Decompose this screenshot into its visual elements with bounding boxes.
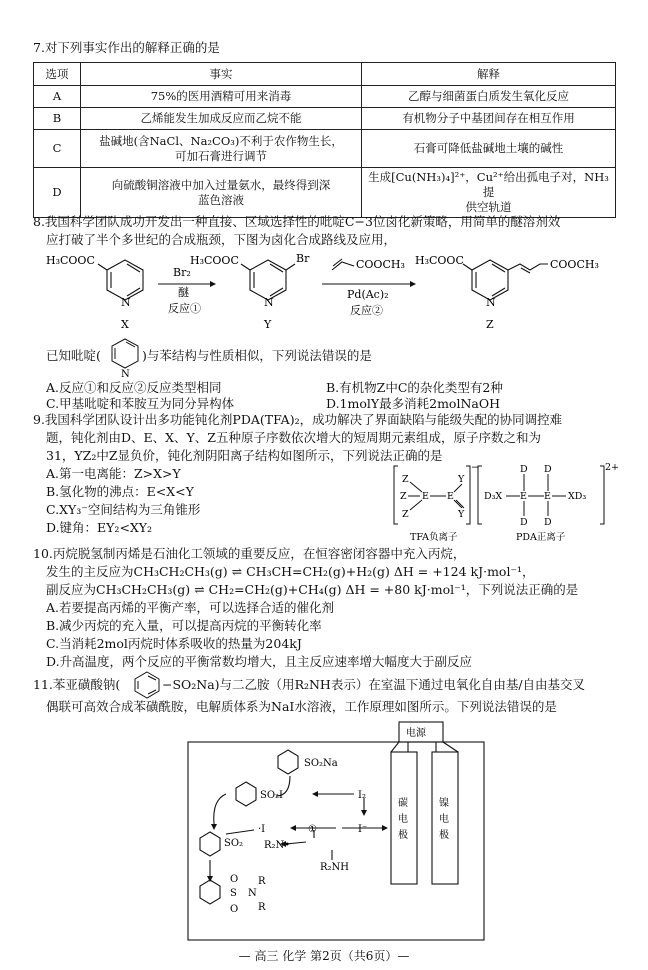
- q10-line3: 副反应为CH₃CH₂CH₃(g) ⇌ CH₂=CH₂(g)+CH₄(g) ΔH = +80 kJ·mol⁻¹，下列说法正确的是: [46, 582, 579, 597]
- tfa-e-right: E: [447, 491, 454, 502]
- q11-line1-pre: 11.苯亚磺酸钠(: [33, 677, 121, 692]
- q7-row-d-fact: [81, 168, 362, 218]
- q7-row-a-explanation: 乙醇与细菌蛋白质发生氧化反应: [362, 86, 616, 108]
- carbon-char-2: 电: [398, 814, 408, 825]
- amine-radical-label: R₂N•: [264, 840, 291, 851]
- pda-e-left: E: [520, 491, 527, 502]
- pda-xd3: XD₃: [568, 491, 587, 502]
- q9-option-a: A.第一电离能：Z>X>Y: [46, 466, 181, 481]
- q9-option-d: D.键角：EY₂<XY₂: [46, 520, 153, 535]
- x-pyridine-ring: [107, 260, 143, 300]
- pda-d3x: D₃X: [484, 491, 503, 502]
- sulfonamide-n: N: [248, 888, 257, 899]
- q8-known-pre: 已知吡啶(: [46, 348, 101, 363]
- reaction1-arrowhead: [210, 281, 216, 287]
- sulfonyl-radical-label: SO₂: [224, 838, 244, 849]
- q7-row-d-fact-line1: 向硫酸铜溶液中加入过量氨水，最终得到深: [111, 177, 331, 192]
- q7-header-option: 选项: [34, 63, 81, 86]
- reaction2-arrowhead: [410, 281, 416, 287]
- q9-line3: 31，YZ₂中Z显负价，钝化剂阴阳离子结构如图所示，下列说法正确的是: [46, 448, 443, 463]
- pda-d-3: D: [520, 517, 528, 528]
- reagent2-catalyst: Pd(Ac)₂: [347, 288, 389, 301]
- q7-row-c-fact: [81, 130, 362, 168]
- q8-option-d: D.1molY最多消耗2molNaOH: [326, 396, 500, 411]
- sulfonamide-r-top: R: [258, 876, 266, 887]
- pyridine-n: N: [121, 369, 130, 378]
- tfa-z-top: Z: [402, 474, 409, 485]
- q8-known-post: )与苯结构与性质相似，下列说法错误的是: [142, 348, 372, 363]
- step1-label: 反应①: [168, 302, 201, 315]
- pda-charge: 2+: [605, 462, 620, 473]
- y-compound-label: Y: [264, 318, 272, 331]
- q7-row-c-fact-line2: 可加石膏进行调节: [175, 148, 267, 163]
- q9-ion-structures: [392, 462, 632, 544]
- x-n-label: N: [121, 296, 131, 309]
- q7-row-c-explanation: 石膏可降低盐碱地土壤的碱性: [362, 130, 616, 168]
- q10-option-a: A.若要提高丙烯的平衡产率，可以选择合适的催化剂: [46, 600, 335, 615]
- q10-option-c: C.当消耗2mol丙烷时体系吸收的热量为204kJ: [46, 636, 302, 651]
- q11-electrolysis-diagram: [186, 720, 486, 942]
- q7-row-b-explanation: 有机物分子中基团间存在相互作用: [362, 108, 616, 130]
- pda-d-1: D: [520, 464, 528, 475]
- pda-label: PDA正离子: [516, 532, 566, 543]
- z-pyridine-ring: [472, 260, 508, 300]
- q7-table: [33, 62, 616, 218]
- q9-option-b: B.氢化物的沸点：E<X<Y: [46, 484, 194, 499]
- q7-row-c-option: C: [34, 130, 81, 168]
- q7-row-b-fact: 乙烯能发生加成反应而乙烷不能: [81, 108, 362, 130]
- carbon-char-3: 极: [398, 830, 408, 841]
- ring-sulfonamide: [200, 880, 220, 904]
- z-ester-label: H₃COOC: [415, 254, 464, 267]
- reagent2-acrylate: COOCH₃: [356, 258, 405, 271]
- q10-line1: 10.丙烷脱氢制丙烯是石油化工领域的重要反应，在恒容密闭容器中充入丙烷，: [33, 546, 466, 561]
- iodide-label: I⁻: [358, 824, 368, 835]
- tfa-z-bottom: Z: [402, 509, 409, 520]
- tfa-e-left: E: [422, 491, 429, 502]
- q10-option-b: B.减少丙烷的充入量，可以提高丙烷的平衡转化率: [46, 618, 322, 633]
- q7-row-d-explanation: [362, 168, 616, 218]
- nickel-char-1: 镍: [439, 798, 449, 809]
- q7-row-d-explanation-line1: 生成[Cu(NH₃)₄]²⁺，Cu²⁺给出孤电子对，NH₃提: [368, 170, 609, 199]
- i-radical-label: ·I: [258, 824, 266, 835]
- pda-d-2: D: [544, 464, 552, 475]
- sulfonamide-s: S: [230, 888, 237, 899]
- q10-line2: 发生的主反应为CH₃CH₂CH₃(g) ⇌ CH₃CH=CH₂(g)+H₂(g) ΔH = +124 kJ·mol⁻¹，: [46, 564, 535, 579]
- q8-line2: 应打破了半个多世纪的合成瓶颈，下图为卤化合成路线及应用，: [46, 232, 397, 247]
- power-label: 电源: [406, 728, 426, 739]
- q8-option-a: A.反应①和反应②反应类型相同: [46, 380, 222, 395]
- tfa-y-bottom: Y: [458, 509, 465, 520]
- pyridine-inline-structure: [108, 336, 142, 378]
- ring-sulfinate: [278, 750, 298, 774]
- x-compound-label: X: [121, 318, 129, 331]
- q10-option-d: D.升高温度，两个反应的平衡常数均增大，且主反应速率增大幅度大于副反应: [46, 654, 473, 669]
- ring-sulfonyl-radical: [200, 832, 220, 856]
- q9-line2: 题，钝化剂由D、E、X、Y、Z五种原子序数依次增大的短周期元素组成，原子序数之和为: [46, 430, 541, 445]
- y-ester-label: H₃COOC: [190, 254, 239, 267]
- y-pyridine-ring: [250, 260, 286, 300]
- sulfonamide-o-top: O: [230, 874, 239, 885]
- tfa-y-top: Y: [458, 474, 465, 485]
- q11-inline-benzene: [132, 670, 162, 700]
- i2-label: I₂: [358, 790, 366, 801]
- q7-row-a-fact: 75%的医用酒精可用来消毒: [81, 86, 362, 108]
- r2nh-label: R₂NH: [320, 862, 350, 873]
- reagent1-ether: 醚: [178, 286, 189, 299]
- nickel-char-2: 电: [439, 814, 449, 825]
- q7-row-c-fact-line1: 盐碱地(含NaCl、Na₂CO₃)不利于农作物生长，: [99, 133, 343, 148]
- q7-row-d-option: D: [34, 168, 81, 218]
- pda-e-right: E: [544, 491, 551, 502]
- tfa-charge: −: [471, 462, 479, 473]
- z-n-label: N: [486, 296, 496, 309]
- reagent1-br2: Br₂: [173, 266, 191, 279]
- step2-label: 反应②: [350, 304, 383, 317]
- nickel-char-3: 极: [439, 830, 449, 841]
- q7-row-d-explanation-line2: 供空轨道: [465, 200, 512, 214]
- z-chain-label: COOCH₃: [550, 258, 599, 271]
- q9-line1: 9.我国科学团队设计出多功能钝化剂PDA(TFA)₂，成功解决了界面缺陷与能级失配的协同调控难: [33, 412, 563, 427]
- q7-row-b-option: B: [34, 108, 81, 130]
- q11-line2: 偶联可高效合成苯磺酰胺，电解质体系为NaI水溶液，工作原理如图所示。下列说法错误的是: [46, 699, 557, 714]
- y-br-label: Br: [296, 252, 310, 265]
- tfa-label: TFA负离子: [410, 532, 458, 543]
- q7-row-a-option: A: [34, 86, 81, 108]
- sulfonamide-r-bottom: R: [258, 902, 266, 913]
- q8-option-b: B.有机物Z中C的杂化类型有2种: [326, 380, 503, 395]
- q7-header-fact: 事实: [81, 63, 362, 86]
- q9-option-c: C.XY₃⁻空间结构为三角锥形: [46, 502, 201, 517]
- sulfonamide-o-bottom: O: [230, 904, 239, 915]
- q7-title: 7.对下列事实作出的解释正确的是: [33, 40, 220, 55]
- y-n-label: N: [264, 296, 274, 309]
- x-ester-label: H₃COOC: [46, 254, 95, 267]
- so2i-label: SO₂I: [260, 790, 284, 801]
- q8-synthesis-scheme: [40, 248, 630, 334]
- q7-header-explanation: 解释: [362, 63, 616, 86]
- ring-sulfonyl-iodide: [236, 782, 256, 806]
- q11-line1-mid: −SO₂Na)与二乙胺（用R₂NH表示）在室温下通过电氧化自由基/自由基交叉: [162, 677, 586, 692]
- step-1-marker: ①: [308, 824, 317, 835]
- z-compound-label: Z: [486, 318, 494, 331]
- pda-d-4: D: [544, 517, 552, 528]
- carbon-char-1: 碳: [398, 798, 408, 809]
- q8-line1: 8.我国科学团队成功开发出一种直接、区域选择性的吡啶C−3位卤化新策略，用简单的醚溶剂效: [33, 214, 561, 229]
- page-footer: — 高三 化学 第2页（共6页）—: [238, 949, 410, 963]
- q7-row-d-fact-line2: 蓝色溶液: [198, 192, 244, 207]
- tfa-z-mid: Z: [400, 491, 407, 502]
- so2na-label: SO₂Na: [304, 758, 338, 769]
- q8-option-c: C.甲基吡啶和苯胺互为同分异构体: [46, 396, 235, 411]
